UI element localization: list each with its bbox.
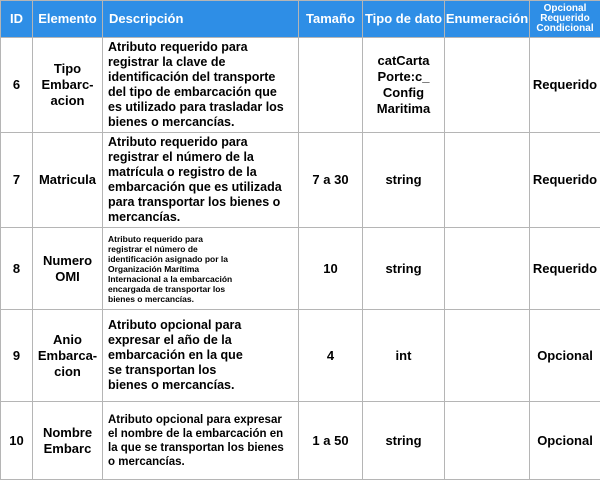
header-condicional [530,1,600,38]
table-row [1,402,600,480]
cell-tamano: 1 a 50 [299,402,363,480]
header-condicional-label: Opcional Requerido Condicional [530,4,600,34]
cell-enumeracion [445,402,530,480]
cell-tipo: int [363,310,445,402]
cell-id: 8 [1,228,33,310]
cell-id: 9 [1,310,33,402]
cell-condicional: Requerido [530,228,600,310]
cell-elemento: Matricula [33,133,103,228]
table-row [1,228,600,310]
cell-tipo: string [363,402,445,480]
cell-descripcion: Atributo opcional para expresar el año de la embarcación en la que se transportan los bienes o mercancías. [103,310,299,402]
header-elemento: Elemento [33,1,103,38]
cell-id: 6 [1,38,33,133]
cell-elemento: Anio Embarca- cion [33,310,103,402]
cell-tamano [299,38,363,133]
cell-tamano: 4 [299,310,363,402]
cell-descripcion: Atributo requerido para registrar la clave de identificación del transporte del tipo de embarcación que es utilizado para trasladar los bienes o mercancías. [103,38,299,133]
cell-descripcion: Atributo opcional para expresar el nombre de la embarcación en la que se transportan los bienes o mercancías. [103,402,299,480]
cell-descripcion: Atributo requerido para registrar el número de la matrícula o registro de la embarcación que es utilizada para transportar los bienes o mercancías. [103,133,299,228]
cell-tipo: string [363,133,445,228]
cell-tamano: 10 [299,228,363,310]
cell-condicional: Requerido [530,38,600,133]
cell-id: 10 [1,402,33,480]
cell-descripcion: Atributo requerido para registrar el número de identificación asignado por la Organización Marítima Internacional a la embarcación encargada de transportar los bienes o mercancías. [103,228,299,310]
cell-tipo: string [363,228,445,310]
table-header-row [1,1,600,38]
cell-enumeracion [445,228,530,310]
cell-tamano: 7 a 30 [299,133,363,228]
cell-condicional: Requerido [530,133,600,228]
cell-enumeracion [445,310,530,402]
cell-elemento: Tipo Embarc- acion [33,38,103,133]
cell-elemento: Nombre Embarc [33,402,103,480]
header-id: ID [1,1,33,38]
header-tamano: Tamaño [299,1,363,38]
header-enumeracion: Enumeración [445,1,530,38]
header-descripcion: Descripción [103,1,299,38]
table-row [1,133,600,228]
cell-elemento: Numero OMI [33,228,103,310]
cell-condicional: Opcional [530,402,600,480]
cell-tipo: catCarta Porte:c_ Config Maritima [363,38,445,133]
cell-enumeracion [445,38,530,133]
table-row [1,38,600,133]
table-row [1,310,600,402]
header-tipo-de-dato: Tipo de dato [363,1,445,38]
cell-condicional: Opcional [530,310,600,402]
cell-enumeracion [445,133,530,228]
cell-id: 7 [1,133,33,228]
